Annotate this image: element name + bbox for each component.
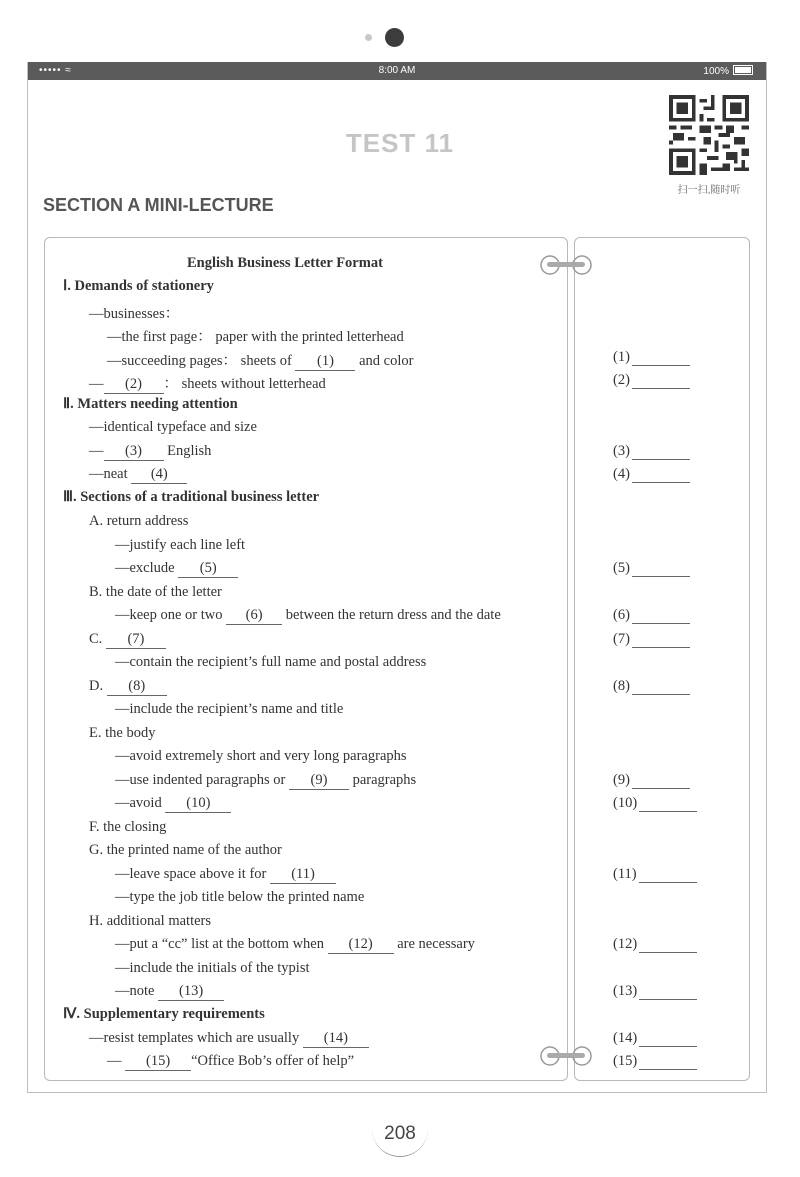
- blank-12[interactable]: (12): [328, 936, 394, 954]
- heading-4: Ⅳ. Supplementary requirements: [63, 1006, 265, 1022]
- blank-14[interactable]: (14): [303, 1030, 369, 1048]
- outline-line: [115, 866, 336, 884]
- subsection-d: [89, 678, 167, 696]
- subsection-b: B. the date of the letter: [89, 584, 222, 600]
- line-text: C.: [89, 631, 103, 647]
- line-text: are necessary: [397, 936, 475, 952]
- outline-line: [115, 795, 231, 813]
- line-text: —use indented paragraphs or: [115, 772, 286, 788]
- outline-line: —identical typeface and size: [89, 419, 257, 435]
- answer-line[interactable]: [639, 870, 697, 883]
- blank-11[interactable]: (11): [270, 866, 336, 884]
- blank-3[interactable]: (3): [104, 443, 164, 461]
- heading-3: Ⅲ. Sections of a traditional business letter: [63, 489, 320, 505]
- answer-slot-10[interactable]: [613, 795, 697, 812]
- answer-line[interactable]: [632, 353, 690, 366]
- blank-8[interactable]: (8): [107, 678, 167, 696]
- line-text: —keep one or two: [115, 607, 223, 623]
- signal-dots: •••••: [39, 65, 62, 76]
- answer-line[interactable]: [632, 376, 690, 389]
- page-indicator: [365, 28, 405, 48]
- answer-line[interactable]: [639, 940, 697, 953]
- binder-ring-icon: [537, 1045, 595, 1067]
- outline-line: —contain the recipient’s full name and postal address: [115, 654, 427, 670]
- line-text: —: [107, 1053, 122, 1069]
- outline-line: [115, 607, 501, 625]
- answer-line[interactable]: [639, 1034, 697, 1047]
- answer-label: (9): [613, 772, 630, 788]
- answer-label: (10): [613, 795, 638, 811]
- blank-1[interactable]: (1): [295, 353, 355, 371]
- answer-slot-14[interactable]: [613, 1030, 697, 1047]
- answer-line[interactable]: [639, 1057, 697, 1070]
- answer-slot-9[interactable]: [613, 772, 690, 789]
- answer-slot-4[interactable]: [613, 466, 690, 483]
- battery-level: 100%: [703, 66, 729, 77]
- answer-label: (5): [613, 560, 630, 576]
- page-dot-inactive[interactable]: [365, 34, 372, 41]
- outline-line: —justify each line left: [115, 537, 246, 553]
- answer-label: (1): [613, 349, 630, 365]
- outline-line: —avoid extremely short and very long paragraphs: [115, 748, 407, 764]
- answer-slot-7[interactable]: [613, 631, 690, 648]
- outline-line: [89, 466, 187, 484]
- outline-line: —the first page： paper with the printed letterhead: [107, 329, 404, 345]
- blank-4[interactable]: (4): [131, 466, 187, 484]
- subsection-g: G. the printed name of the author: [89, 842, 282, 858]
- outline-line: —include the initials of the typist: [115, 960, 310, 976]
- heading-2: Ⅱ. Matters needing attention: [63, 396, 238, 412]
- answer-line[interactable]: [632, 564, 690, 577]
- answer-line[interactable]: [639, 987, 697, 1000]
- answer-line[interactable]: [632, 470, 690, 483]
- subsection-f: F. the closing: [89, 819, 167, 835]
- subsection-a: A. return address: [89, 513, 189, 529]
- line-text: ： sheets without letterhead: [163, 376, 326, 392]
- outline-line: —type the job title below the printed name: [115, 889, 365, 905]
- line-text: —succeeding pages： sheets of: [107, 353, 292, 369]
- answer-label: (15): [613, 1053, 638, 1069]
- page-number: 208: [372, 1112, 428, 1157]
- answer-slot-2[interactable]: [613, 372, 690, 389]
- answer-slot-3[interactable]: [613, 443, 690, 460]
- outline-line: [107, 349, 413, 371]
- line-text: —note: [115, 983, 155, 999]
- answer-slot-11[interactable]: [613, 866, 697, 883]
- answer-line[interactable]: [632, 635, 690, 648]
- outline-title: English Business Letter Format: [187, 255, 383, 271]
- outline-line: [115, 983, 224, 1001]
- subsection-c: [89, 631, 166, 649]
- outline-line: [115, 772, 416, 790]
- line-text: between the return dress and the date: [285, 607, 501, 623]
- blank-5[interactable]: (5): [178, 560, 238, 578]
- answer-label: (11): [613, 866, 637, 882]
- line-text: —exclude: [115, 560, 175, 576]
- answer-label: (4): [613, 466, 630, 482]
- line-text: —neat: [89, 466, 128, 482]
- answer-label: (8): [613, 678, 630, 694]
- answer-slot-13[interactable]: [613, 983, 697, 1000]
- answer-label: (2): [613, 372, 630, 388]
- blank-15[interactable]: (15): [125, 1053, 191, 1071]
- blank-2[interactable]: (2): [104, 376, 164, 394]
- test-title: TEST 11: [345, 128, 455, 158]
- blank-10[interactable]: (10): [165, 795, 231, 813]
- answer-slot-1[interactable]: [613, 349, 690, 366]
- answer-line[interactable]: [632, 682, 690, 695]
- outline-line: [89, 1030, 369, 1048]
- answer-label: (13): [613, 983, 638, 999]
- outline-line: [89, 443, 211, 461]
- answer-line[interactable]: [632, 611, 690, 624]
- outline-line: —include the recipient’s name and title: [115, 701, 344, 717]
- line-text: —put a “cc” list at the bottom when: [115, 936, 324, 952]
- heading-1: Ⅰ. Demands of stationery: [63, 278, 214, 294]
- page-dot-active[interactable]: [385, 28, 404, 47]
- answer-label: (14): [613, 1030, 638, 1046]
- wifi-icon: ≈: [65, 65, 72, 76]
- answer-slot-12[interactable]: [613, 936, 697, 953]
- outline-line: [115, 936, 475, 954]
- answer-label: (12): [613, 936, 638, 952]
- line-text: and color: [359, 353, 414, 369]
- line-text: —avoid: [115, 795, 162, 811]
- answer-slot-8[interactable]: [613, 678, 690, 695]
- qr-code-icon[interactable]: [669, 95, 749, 175]
- answer-label: (7): [613, 631, 630, 647]
- line-text: English: [167, 443, 212, 459]
- line-text: D.: [89, 678, 104, 694]
- outline-line: [89, 372, 326, 394]
- answer-line[interactable]: [639, 799, 697, 812]
- line-text: —: [89, 443, 104, 459]
- line-text: —resist templates which are usually: [89, 1030, 300, 1046]
- status-time: 8:00 AM: [378, 65, 416, 76]
- answer-slot-15[interactable]: [613, 1053, 697, 1070]
- outline-line: —businesses：: [89, 306, 180, 322]
- line-text: “Office Bob’s offer of help”: [191, 1053, 355, 1069]
- answer-label: (3): [613, 443, 630, 459]
- blank-6[interactable]: (6): [226, 607, 282, 625]
- binder-ring-icon: [537, 254, 595, 276]
- outline-line: [115, 560, 238, 578]
- line-text: —: [89, 376, 104, 392]
- subsection-e: E. the body: [89, 725, 156, 741]
- answer-line[interactable]: [632, 776, 690, 789]
- subsection-h: H. additional matters: [89, 913, 212, 929]
- blank-9[interactable]: (9): [289, 772, 349, 790]
- line-text: —leave space above it for: [115, 866, 267, 882]
- answer-label: (6): [613, 607, 630, 623]
- qr-caption: 扫一扫,随时听: [677, 185, 741, 196]
- blank-13[interactable]: (13): [158, 983, 224, 1001]
- answer-slot-5[interactable]: [613, 560, 690, 577]
- answer-line[interactable]: [632, 447, 690, 460]
- section-title: SECTION A MINI-LECTURE: [43, 195, 274, 215]
- line-text: paragraphs: [352, 772, 417, 788]
- answer-slot-6[interactable]: [613, 607, 690, 624]
- blank-7[interactable]: (7): [106, 631, 166, 649]
- outline-line: [107, 1053, 354, 1071]
